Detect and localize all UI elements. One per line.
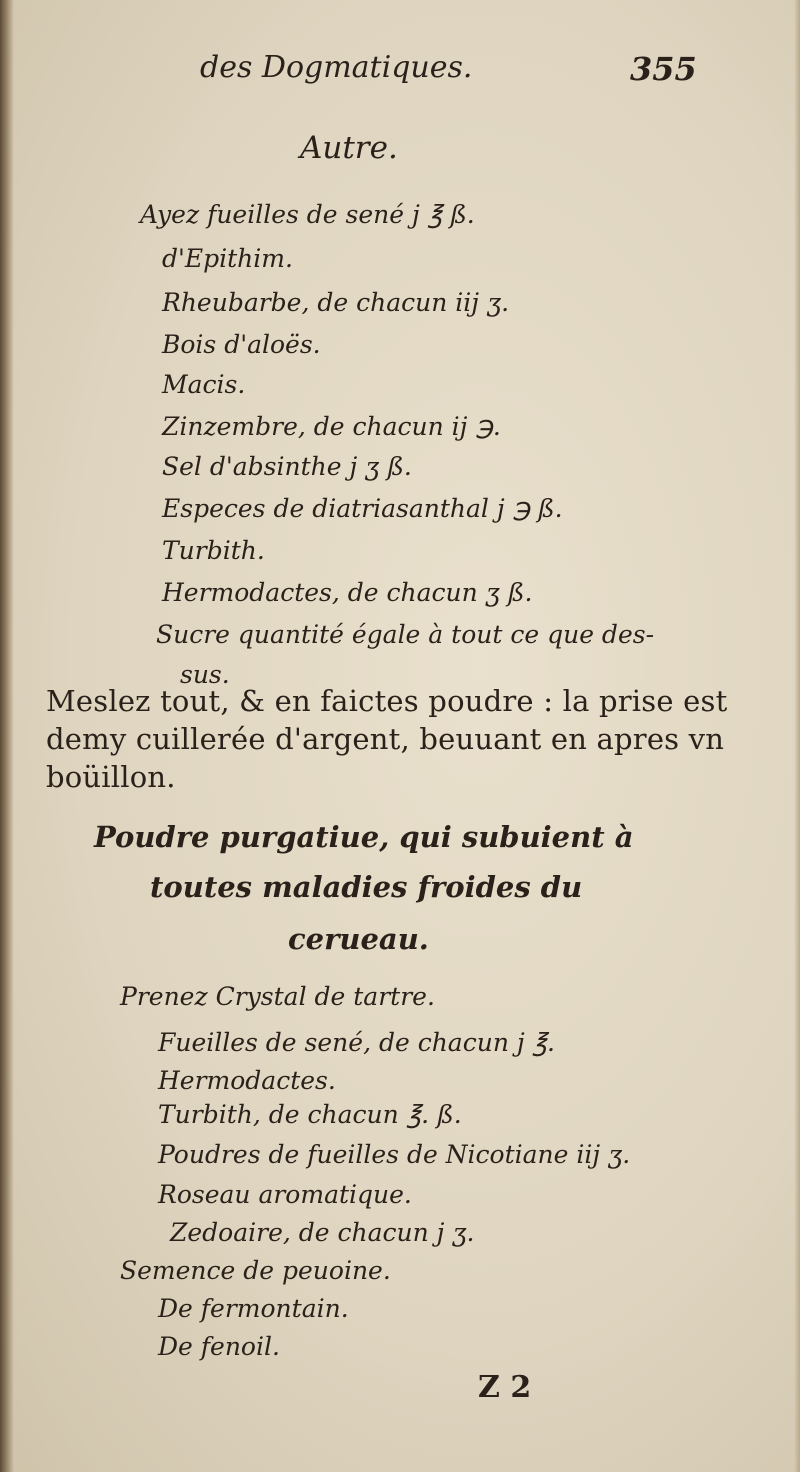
recipe-title: Autre. [300, 130, 398, 166]
instruction-line: boüillon. [46, 760, 176, 794]
ingredient-line: Sel d'absinthe j ʒ ß. [162, 452, 412, 481]
ingredient-line: Especes de diatriasanthal j ℈ ß. [162, 494, 563, 523]
ingredient-line: Turbith, de chacun ℥. ß. [158, 1100, 462, 1129]
ingredient-line: d'Epithim. [162, 244, 293, 273]
book-spine-shadow [0, 0, 14, 1472]
section-title: cerueau. [288, 922, 429, 956]
ingredient-line: Ayez fueilles de sené j ℥ ß. [140, 200, 475, 229]
ingredient-line: Macis. [162, 370, 246, 399]
instruction-line: Meslez tout, & en faictes poudre : la prise est [46, 684, 728, 718]
ingredient-line: Sucre quantité égale à tout ce que des- [156, 620, 655, 649]
ingredient-line: Prenez Crystal de tartre. [120, 982, 435, 1011]
instruction-line: demy cuillerée d'argent, beuuant en apres vn [46, 722, 725, 756]
ingredient-line: sus. [180, 660, 230, 689]
ingredient-line: Hermodactes, de chacun ʒ ß. [162, 578, 533, 607]
ingredient-line: Turbith. [162, 536, 265, 565]
ingredient-line: Fueilles de sené, de chacun j ℥. [158, 1028, 555, 1057]
ingredient-line: Rheubarbe, de chacun iij ʒ. [162, 288, 510, 317]
ingredient-line: Bois d'aloës. [162, 330, 321, 359]
ingredient-line: Zedoaire, de chacun j ʒ. [170, 1218, 475, 1247]
ingredient-line: De fenoil. [158, 1332, 280, 1361]
signature-mark: Z 2 [478, 1370, 532, 1405]
ingredient-line: Poudres de fueilles de Nicotiane iij ʒ. [158, 1140, 631, 1169]
section-title: toutes maladies froides du [150, 870, 583, 904]
ingredient-line: Roseau aromatique. [158, 1180, 412, 1209]
running-head: des Dogmatiques. [200, 50, 473, 85]
ingredient-line: Zinzembre, de chacun ij ℈. [162, 412, 501, 441]
section-title: Poudre purgatiue, qui subuient à [94, 820, 634, 854]
ingredient-line: Hermodactes. [158, 1066, 336, 1095]
ingredient-line: Semence de peuoine. [120, 1256, 391, 1285]
page-edge [794, 0, 800, 1472]
page-number: 355 [630, 50, 697, 88]
ingredient-line: De fermontain. [158, 1294, 349, 1323]
